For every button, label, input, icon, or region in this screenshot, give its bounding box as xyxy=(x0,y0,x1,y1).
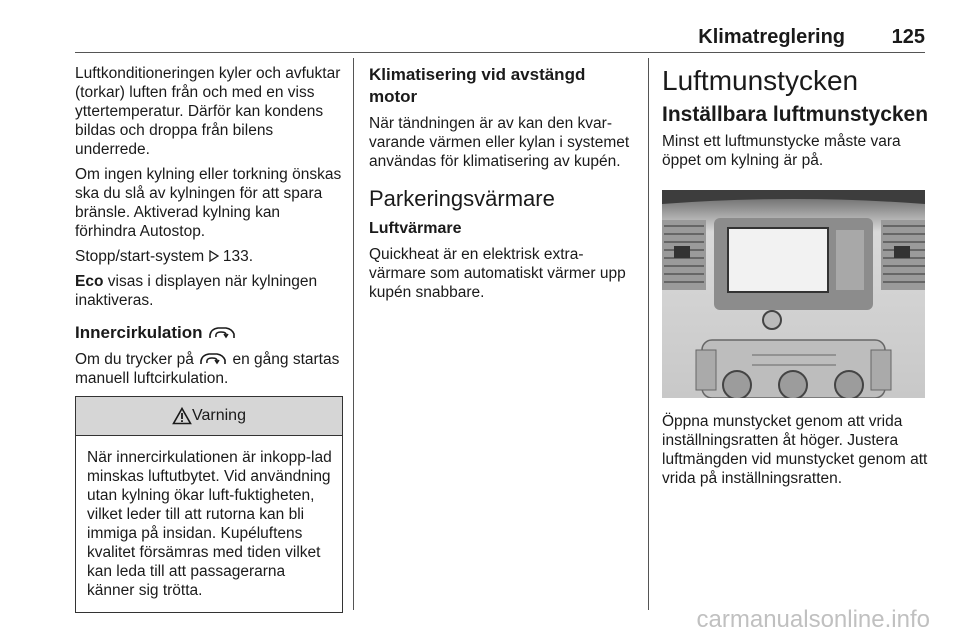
eco-label: Eco xyxy=(75,273,104,290)
paragraph-eco xyxy=(75,272,343,310)
page-reference-icon xyxy=(209,250,219,262)
stop-start-ref: 133. xyxy=(222,248,254,265)
watermark: carmanualsonline.info xyxy=(696,606,930,633)
heading-climate-engine-off: Klimatisering vid avstängd motor xyxy=(369,65,586,106)
heading-adjustable-vents: Inställbara luftmunstycken xyxy=(662,103,929,126)
paragraph-residual-heat: När tändningen är av kan den kvar-varande värmen eller kylan i systemet användas för klimatisering av kupén. xyxy=(369,115,630,170)
heading-parking-heater: Parkeringsvärmare xyxy=(369,186,555,211)
paragraph-no-cooling: Om ingen kylning eller torkning önskas ska du slå av kylningen för att spara bränsle. Aktiverad kylning kan förhindra Autostop. xyxy=(75,166,342,240)
column-divider-2 xyxy=(648,58,649,610)
heading-recirculation xyxy=(75,322,343,344)
paragraph-quickheat: Quickheat är en elektrisk extra-värmare som automatiskt värmer upp kupén snabbare. xyxy=(369,246,626,301)
recirc-press-after: en gång startas manuell luftcirkulation. xyxy=(75,351,340,387)
column-2 xyxy=(369,64,637,308)
column-divider-1 xyxy=(353,58,354,610)
paragraph-stop-start xyxy=(75,247,343,266)
chapter-title: Klimatreglering xyxy=(698,26,845,48)
section-title-air-vents: Luftmunstycken xyxy=(662,65,859,96)
header-rule xyxy=(75,52,925,53)
paragraph-one-vent-open: Minst ett luftmunstycke måste vara öppet om kylning är på. xyxy=(662,133,901,169)
warning-header xyxy=(76,397,342,436)
warning-box xyxy=(75,396,343,613)
eco-text: visas i displayen när kylningen inaktiveras. xyxy=(75,273,318,309)
paragraph-recirc-press xyxy=(75,350,343,388)
recirculation-icon xyxy=(207,326,237,340)
page-number: 125 xyxy=(891,26,925,48)
recirc-press-before: Om du trycker på xyxy=(75,351,194,368)
paragraph-open-vent: Öppna munstycket genom att vrida inställningsratten åt höger. Justera luftmängden vid munstycket genom att vrida på inställningsratten. xyxy=(662,413,928,487)
dashboard-vents-photo xyxy=(662,190,925,398)
column-3 xyxy=(662,64,930,494)
stop-start-text: Stopp/start-system xyxy=(75,248,205,265)
warning-body: När innercirkulationen är inkopp-lad minskas luftutbytet. Vid användning utan kylning ökar luft-fuktigheten, vilket leder till att rutorna kan bli immiga på insidan. Kupéluftens kvalitet försämras med tiden vilket kan leda till att passagerarna känner sig trötta. xyxy=(87,449,332,599)
warning-title: Varning xyxy=(192,407,246,424)
recirculation-inline-icon xyxy=(198,352,228,366)
column-1 xyxy=(75,64,343,613)
heading-air-heater: Luftvärmare xyxy=(369,220,462,237)
heading-recirculation-text: Innercirkulation xyxy=(75,323,203,342)
page-header xyxy=(75,26,925,50)
paragraph-ac-cools: Luftkonditioneringen kyler och avfuktar (torkar) luften från och med en viss yttertemperatur. Därför kan kondens bildas och droppa från bilens underrede. xyxy=(75,65,341,158)
warning-triangle-icon xyxy=(172,407,192,425)
